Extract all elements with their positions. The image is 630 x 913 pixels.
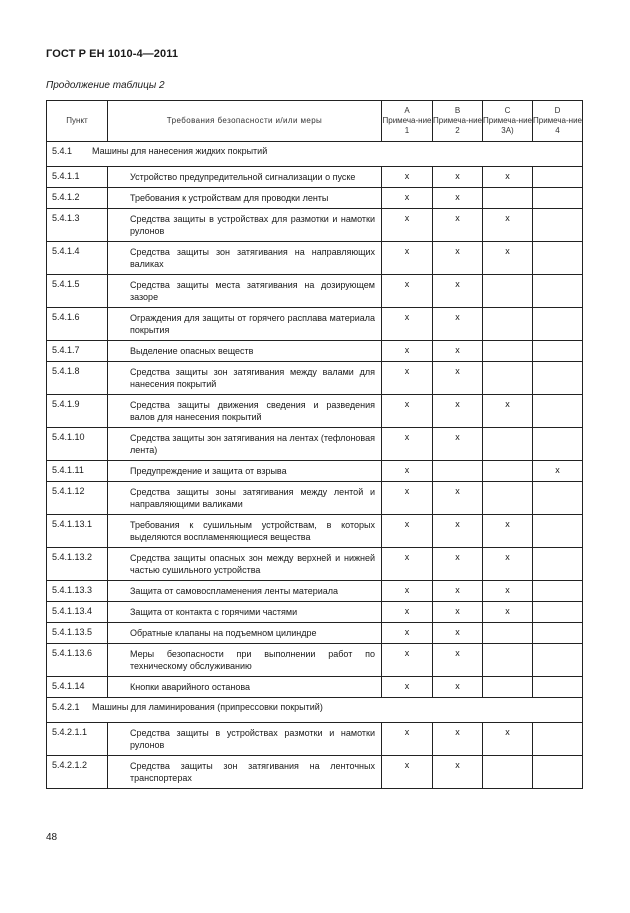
mark-b-cell: x — [433, 723, 483, 756]
mark-a-cell: x — [382, 167, 433, 188]
mark-a-cell: x — [382, 395, 433, 428]
table-caption: Продолжение таблицы 2 — [46, 80, 165, 91]
requirement-cell: Обратные клапаны на подъемном цилиндре — [108, 623, 382, 644]
table-row — [47, 362, 583, 395]
requirement-cell: Предупреждение и защита от взрыва — [108, 461, 382, 482]
header-col-a — [382, 101, 433, 142]
table-row — [47, 548, 583, 581]
table-row — [47, 275, 583, 308]
mark-a-cell: x — [382, 188, 433, 209]
mark-c-cell — [483, 341, 533, 362]
mark-c-cell: x — [483, 515, 533, 548]
mark-b-cell: x — [433, 644, 483, 677]
mark-d-cell: x — [533, 461, 583, 482]
mark-d-cell — [533, 362, 583, 395]
mark-b-cell: x — [433, 756, 483, 789]
mark-b-cell: x — [433, 581, 483, 602]
item-number-cell: 5.4.1.5 — [47, 275, 108, 308]
mark-a-cell: x — [382, 644, 433, 677]
mark-a-cell: x — [382, 428, 433, 461]
mark-d-cell — [533, 242, 583, 275]
section-title: Машины для нанесения жидких покрытий — [92, 146, 268, 156]
mark-d-cell — [533, 395, 583, 428]
mark-b-cell: x — [433, 548, 483, 581]
mark-c-cell: x — [483, 548, 533, 581]
mark-b-cell: x — [433, 395, 483, 428]
mark-d-cell — [533, 548, 583, 581]
mark-c-cell: x — [483, 209, 533, 242]
requirement-cell: Средства защиты в устройствах для размотки и намотки рулонов — [108, 209, 382, 242]
table-row — [47, 308, 583, 341]
mark-c-cell: x — [483, 242, 533, 275]
requirement-cell: Требования к сушильным устройствам, в которых выделяются воспламеняющиеся вещества — [108, 515, 382, 548]
requirement-cell: Средства защиты движения сведения и разведения валов для нанесения покрытий — [108, 395, 382, 428]
table-body — [47, 142, 583, 789]
section-title: Машины для ламинирования (припрессовки покрытий) — [92, 702, 323, 712]
item-number-cell: 5.4.1.13.6 — [47, 644, 108, 677]
header-col-c-letter: С — [504, 106, 511, 115]
mark-b-cell: x — [433, 275, 483, 308]
header-item: Пункт — [47, 101, 108, 142]
requirement-cell: Средства защиты опасных зон между верхней и нижней частью сушильного устройства — [108, 548, 382, 581]
requirement-cell: Выделение опасных веществ — [108, 341, 382, 362]
item-number-cell: 5.4.1.13.1 — [47, 515, 108, 548]
requirement-cell: Ограждения для защиты от горячего расплава материала покрытия — [108, 308, 382, 341]
requirement-cell: Средства защиты зон затягивания между валами для нанесения покрытий — [108, 362, 382, 395]
mark-b-cell — [433, 461, 483, 482]
mark-d-cell — [533, 308, 583, 341]
item-number-cell: 5.4.1.1 — [47, 167, 108, 188]
item-number-cell: 5.4.1.4 — [47, 242, 108, 275]
item-number-cell: 5.4.1.3 — [47, 209, 108, 242]
mark-c-cell — [483, 644, 533, 677]
mark-a-cell: x — [382, 362, 433, 395]
mark-a-cell: x — [382, 623, 433, 644]
item-number-cell: 5.4.2.1.2 — [47, 756, 108, 789]
mark-a-cell: x — [382, 723, 433, 756]
mark-c-cell — [483, 482, 533, 515]
mark-b-cell: x — [433, 515, 483, 548]
requirement-cell: Средства защиты места затягивания на дозирующем зазоре — [108, 275, 382, 308]
section-row — [47, 698, 583, 723]
mark-a-cell: x — [382, 482, 433, 515]
table-row — [47, 515, 583, 548]
table-row — [47, 242, 583, 275]
mark-d-cell — [533, 209, 583, 242]
item-number-cell: 5.4.1.10 — [47, 428, 108, 461]
mark-b-cell: x — [433, 482, 483, 515]
mark-c-cell — [483, 275, 533, 308]
table-row — [47, 428, 583, 461]
mark-b-cell: x — [433, 677, 483, 698]
mark-c-cell: x — [483, 167, 533, 188]
mark-c-cell — [483, 461, 533, 482]
requirement-cell: Устройство предупредительной сигнализации о пуске — [108, 167, 382, 188]
mark-c-cell — [483, 677, 533, 698]
table-row — [47, 341, 583, 362]
mark-d-cell — [533, 623, 583, 644]
item-number-cell: 5.4.1.13.5 — [47, 623, 108, 644]
header-col-c — [483, 101, 533, 142]
mark-d-cell — [533, 602, 583, 623]
header-col-b-letter: В — [454, 106, 461, 115]
mark-d-cell — [533, 275, 583, 308]
mark-a-cell: x — [382, 242, 433, 275]
item-number-cell: 5.4.2.1.1 — [47, 723, 108, 756]
section-row — [47, 142, 583, 167]
mark-a-cell: x — [382, 515, 433, 548]
page-number: 48 — [46, 832, 58, 843]
mark-d-cell — [533, 167, 583, 188]
item-number-cell: 5.4.1.13.3 — [47, 581, 108, 602]
mark-a-cell: x — [382, 461, 433, 482]
item-number-cell: 5.4.1.13.2 — [47, 548, 108, 581]
table-row — [47, 723, 583, 756]
table-row — [47, 167, 583, 188]
requirement-cell: Кнопки аварийного останова — [108, 677, 382, 698]
requirement-cell: Защита от контакта с горячими частями — [108, 602, 382, 623]
mark-a-cell: x — [382, 548, 433, 581]
mark-d-cell — [533, 644, 583, 677]
requirement-cell: Защита от самовоспламенения ленты материала — [108, 581, 382, 602]
item-number-cell: 5.4.1.12 — [47, 482, 108, 515]
header-col-a-note: Примеча-ние 1 — [382, 116, 432, 135]
item-number-cell: 5.4.1.14 — [47, 677, 108, 698]
requirements-table — [46, 100, 583, 789]
mark-d-cell — [533, 581, 583, 602]
header-col-c-note: Примеча-ние 3А) — [483, 116, 532, 135]
section-number: 5.4.2.1 — [52, 702, 80, 712]
mark-a-cell: x — [382, 756, 433, 789]
header-col-b-note: Примеча-ние 2 — [433, 116, 482, 135]
mark-c-cell — [483, 756, 533, 789]
mark-b-cell: x — [433, 242, 483, 275]
mark-a-cell: x — [382, 341, 433, 362]
requirement-cell: Требования к устройствам для проводки ленты — [108, 188, 382, 209]
mark-b-cell: x — [433, 428, 483, 461]
mark-d-cell — [533, 341, 583, 362]
mark-b-cell: x — [433, 167, 483, 188]
table-row — [47, 461, 583, 482]
header-col-d — [533, 101, 583, 142]
mark-d-cell — [533, 677, 583, 698]
table-row — [47, 188, 583, 209]
header-col-d-letter: D — [554, 106, 561, 115]
mark-c-cell: x — [483, 395, 533, 428]
header-requirements: Требования безопасности и/или меры — [108, 101, 382, 142]
mark-d-cell — [533, 188, 583, 209]
table-row — [47, 581, 583, 602]
mark-c-cell: x — [483, 602, 533, 623]
mark-d-cell — [533, 756, 583, 789]
mark-c-cell: x — [483, 581, 533, 602]
requirement-cell: Меры безопасности при выполнении работ по техническому обслуживанию — [108, 644, 382, 677]
item-number-cell: 5.4.1.9 — [47, 395, 108, 428]
table-row — [47, 623, 583, 644]
mark-b-cell: x — [433, 209, 483, 242]
item-number-cell: 5.4.1.13.4 — [47, 602, 108, 623]
table-row — [47, 482, 583, 515]
header-col-b — [433, 101, 483, 142]
requirement-cell: Средства защиты зон затягивания на лентах (тефлоновая лента) — [108, 428, 382, 461]
mark-a-cell: x — [382, 677, 433, 698]
header-col-d-note: Примеча-ние 4 — [533, 116, 582, 135]
document-header: ГОСТ Р ЕН 1010-4—2011 — [46, 48, 179, 60]
mark-c-cell — [483, 362, 533, 395]
section-cell — [47, 142, 583, 167]
item-number-cell: 5.4.1.8 — [47, 362, 108, 395]
table-row — [47, 644, 583, 677]
table-header-row — [47, 101, 583, 142]
mark-d-cell — [533, 515, 583, 548]
requirement-cell: Средства защиты зон затягивания на ленточных транспортерах — [108, 756, 382, 789]
mark-a-cell: x — [382, 308, 433, 341]
mark-b-cell: x — [433, 188, 483, 209]
table-row — [47, 677, 583, 698]
header-col-a-letter: А — [404, 106, 410, 115]
item-number-cell: 5.4.1.2 — [47, 188, 108, 209]
table-row — [47, 602, 583, 623]
table-row — [47, 209, 583, 242]
mark-c-cell — [483, 188, 533, 209]
mark-c-cell: x — [483, 723, 533, 756]
section-cell — [47, 698, 583, 723]
mark-b-cell: x — [433, 308, 483, 341]
mark-d-cell — [533, 482, 583, 515]
mark-d-cell — [533, 428, 583, 461]
table-row — [47, 395, 583, 428]
mark-c-cell — [483, 308, 533, 341]
item-number-cell: 5.4.1.11 — [47, 461, 108, 482]
requirement-cell: Средства защиты зон затягивания на направляющих валиках — [108, 242, 382, 275]
mark-b-cell: x — [433, 623, 483, 644]
section-number: 5.4.1 — [52, 146, 73, 156]
mark-a-cell: x — [382, 209, 433, 242]
table-row — [47, 756, 583, 789]
item-number-cell: 5.4.1.7 — [47, 341, 108, 362]
mark-b-cell: x — [433, 341, 483, 362]
mark-a-cell: x — [382, 275, 433, 308]
item-number-cell: 5.4.1.6 — [47, 308, 108, 341]
mark-d-cell — [533, 723, 583, 756]
mark-b-cell: x — [433, 602, 483, 623]
mark-a-cell: x — [382, 602, 433, 623]
requirement-cell: Средства защиты в устройствах размотки и намотки рулонов — [108, 723, 382, 756]
mark-c-cell — [483, 428, 533, 461]
mark-b-cell: x — [433, 362, 483, 395]
mark-c-cell — [483, 623, 533, 644]
requirement-cell: Средства защиты зоны затягивания между лентой и направляющими валиками — [108, 482, 382, 515]
mark-a-cell: x — [382, 581, 433, 602]
